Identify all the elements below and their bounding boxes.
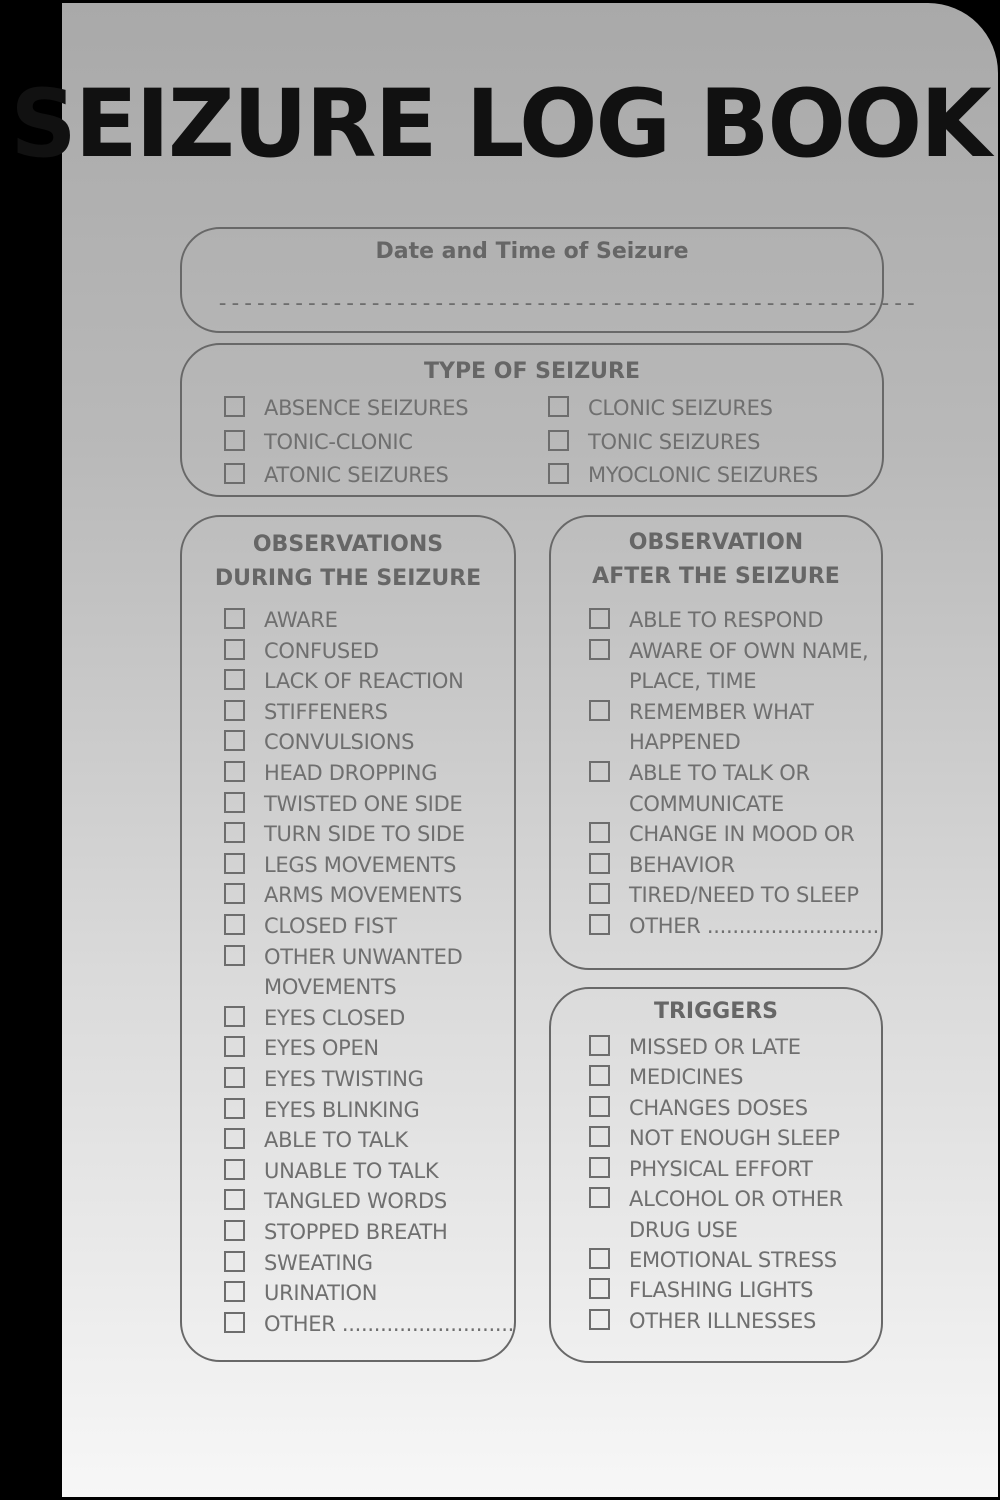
checkbox-label: ABLE TO TALK OR <box>629 761 810 785</box>
checkbox-label: MISSED OR LATE <box>629 1035 801 1059</box>
checkbox[interactable] <box>589 639 610 660</box>
checkbox[interactable] <box>224 430 245 451</box>
date-time-heading: Date and Time of Seizure <box>375 239 689 264</box>
checkbox-label: CONVULSIONS <box>264 730 415 755</box>
checkbox-label: ALCOHOL OR OTHER <box>629 1187 843 1211</box>
checkbox-label: EYES CLOSED <box>264 1005 405 1030</box>
checkbox-label: COMMUNICATE <box>629 791 784 816</box>
checkbox[interactable] <box>224 1312 245 1333</box>
checkbox-label: STIFFENERS <box>264 699 388 724</box>
checkbox[interactable] <box>589 1096 610 1117</box>
checkbox-label: HAPPENED <box>629 730 741 755</box>
checkbox[interactable] <box>224 1220 245 1241</box>
checkbox[interactable] <box>589 1157 610 1178</box>
checkbox[interactable] <box>224 608 245 629</box>
checkbox-label: FLASHING LIGHTS <box>629 1278 814 1303</box>
checkbox-label: EMOTIONAL STRESS <box>629 1247 837 1272</box>
checkbox-label: LEGS MOVEMENTS <box>264 852 457 877</box>
checkbox-label: CONFUSED <box>264 638 379 663</box>
checkbox[interactable] <box>589 1187 610 1208</box>
checkbox[interactable] <box>589 1126 610 1147</box>
checkbox-label: PLACE, TIME <box>629 669 757 694</box>
checkbox-label: ABLE TO RESPOND <box>629 608 824 632</box>
after-heading-line-1: OBSERVATION <box>628 530 804 555</box>
checkbox[interactable] <box>589 1035 610 1056</box>
checkbox[interactable] <box>589 761 610 782</box>
checkbox-label: AWARE OF OWN NAME, <box>629 638 869 663</box>
checkbox[interactable] <box>589 608 610 629</box>
checkbox-label: OTHER ILLNESSES <box>629 1308 817 1333</box>
checkbox-label: BEHAVIOR <box>629 852 735 877</box>
checkbox[interactable] <box>224 396 245 417</box>
checkbox[interactable] <box>589 700 610 721</box>
checkbox-label: TONIC SEIZURES <box>588 429 761 454</box>
checkbox[interactable] <box>589 822 610 843</box>
checkbox-label: HEAD DROPPING <box>264 761 438 785</box>
checkbox-label: OTHER ........................... <box>629 914 880 938</box>
checkbox[interactable] <box>224 883 245 904</box>
checkbox[interactable] <box>224 792 245 813</box>
checkbox-label: UNABLE TO TALK <box>264 1158 439 1183</box>
checkbox[interactable] <box>224 1189 245 1210</box>
triggers-heading: TRIGGERS <box>653 999 779 1024</box>
checkbox-label: CLOSED FIST <box>264 914 397 938</box>
checkbox-label: MOVEMENTS <box>264 975 397 1000</box>
checkbox-label: OTHER UNWANTED <box>264 944 463 969</box>
checkbox[interactable] <box>224 463 245 484</box>
triggers-box <box>549 987 883 1363</box>
checkbox[interactable] <box>589 1065 610 1086</box>
checkbox[interactable] <box>224 945 245 966</box>
checkbox[interactable] <box>224 639 245 660</box>
checkbox-label: PHYSICAL EFFORT <box>629 1156 813 1181</box>
checkbox-label: CHANGES DOSES <box>629 1095 808 1120</box>
during-seizure-box <box>180 515 516 1362</box>
checkbox[interactable] <box>224 669 245 690</box>
checkbox[interactable] <box>224 1281 245 1302</box>
checkbox-label: ABLE TO TALK <box>264 1128 408 1153</box>
checkbox-label: MYOCLONIC SEIZURES <box>588 463 819 487</box>
checkbox[interactable] <box>589 1278 610 1299</box>
checkbox-label: REMEMBER WHAT <box>629 699 814 724</box>
checkbox[interactable] <box>589 853 610 874</box>
checkbox[interactable] <box>589 914 610 935</box>
checkbox-label: SWEATING <box>264 1250 373 1275</box>
checkbox[interactable] <box>224 1128 245 1149</box>
checkbox[interactable] <box>548 396 569 417</box>
checkbox-label: CHANGE IN MOOD OR <box>629 822 855 847</box>
checkbox-label: AWARE <box>264 608 338 632</box>
checkbox[interactable] <box>224 730 245 751</box>
checkbox-label: TWISTED ONE SIDE <box>264 791 463 816</box>
checkbox-label: TIRED/NEED TO SLEEP <box>629 883 859 908</box>
checkbox-label: LACK OF REACTION <box>264 669 464 694</box>
checkbox[interactable] <box>224 914 245 935</box>
checkbox-label: EYES BLINKING <box>264 1097 420 1122</box>
checkbox-label: TANGLED WORDS <box>264 1189 447 1214</box>
checkbox[interactable] <box>589 1309 610 1330</box>
after-seizure-box <box>549 515 883 970</box>
checkbox[interactable] <box>589 883 610 904</box>
checkbox[interactable] <box>224 761 245 782</box>
during-heading-line-2: DURING THE SEIZURE <box>214 566 482 591</box>
checkbox[interactable] <box>224 1251 245 1272</box>
checkbox[interactable] <box>548 430 569 451</box>
seizure-type-heading: TYPE OF SEIZURE <box>424 359 640 384</box>
checkbox[interactable] <box>548 463 569 484</box>
checkbox-label: TONIC-CLONIC <box>264 429 413 454</box>
checkbox-label: ARMS MOVEMENTS <box>264 883 463 908</box>
checkbox[interactable] <box>224 1159 245 1180</box>
checkbox-label: STOPPED BREATH <box>264 1220 448 1244</box>
checkbox-label: NOT ENOUGH SLEEP <box>629 1126 840 1151</box>
checkbox[interactable] <box>224 700 245 721</box>
checkbox-label: TURN SIDE TO SIDE <box>264 822 465 847</box>
date-time-box <box>180 227 917 333</box>
seizure-type-box <box>180 343 884 497</box>
after-heading-line-2: AFTER THE SEIZURE <box>592 564 840 589</box>
checkbox-label: URINATION <box>264 1281 378 1306</box>
checkbox-label: CLONIC SEIZURES <box>588 396 773 420</box>
checkbox-label: ATONIC SEIZURES <box>264 463 449 487</box>
checkbox-label: EYES OPEN <box>264 1036 379 1061</box>
checkbox-label: MEDICINES <box>629 1065 744 1090</box>
checkbox-label: ABSENCE SEIZURES <box>264 396 469 420</box>
checkbox[interactable] <box>224 1098 245 1119</box>
checkbox-label: EYES TWISTING <box>264 1067 424 1091</box>
checkbox[interactable] <box>224 822 245 843</box>
checkbox[interactable] <box>224 1036 245 1057</box>
during-heading-line-1: OBSERVATIONS <box>252 532 444 557</box>
checkbox[interactable] <box>224 1067 245 1088</box>
date-time-write-line[interactable]: ------------------------------------------------------- <box>216 291 917 316</box>
checkbox-label: DRUG USE <box>629 1217 738 1242</box>
checkbox[interactable] <box>589 1248 610 1269</box>
checkbox-label: OTHER ........................... <box>264 1311 515 1336</box>
page-title: SEIZURE LOG BOOK <box>10 70 990 179</box>
checkbox[interactable] <box>224 853 245 874</box>
checkbox[interactable] <box>224 1006 245 1027</box>
